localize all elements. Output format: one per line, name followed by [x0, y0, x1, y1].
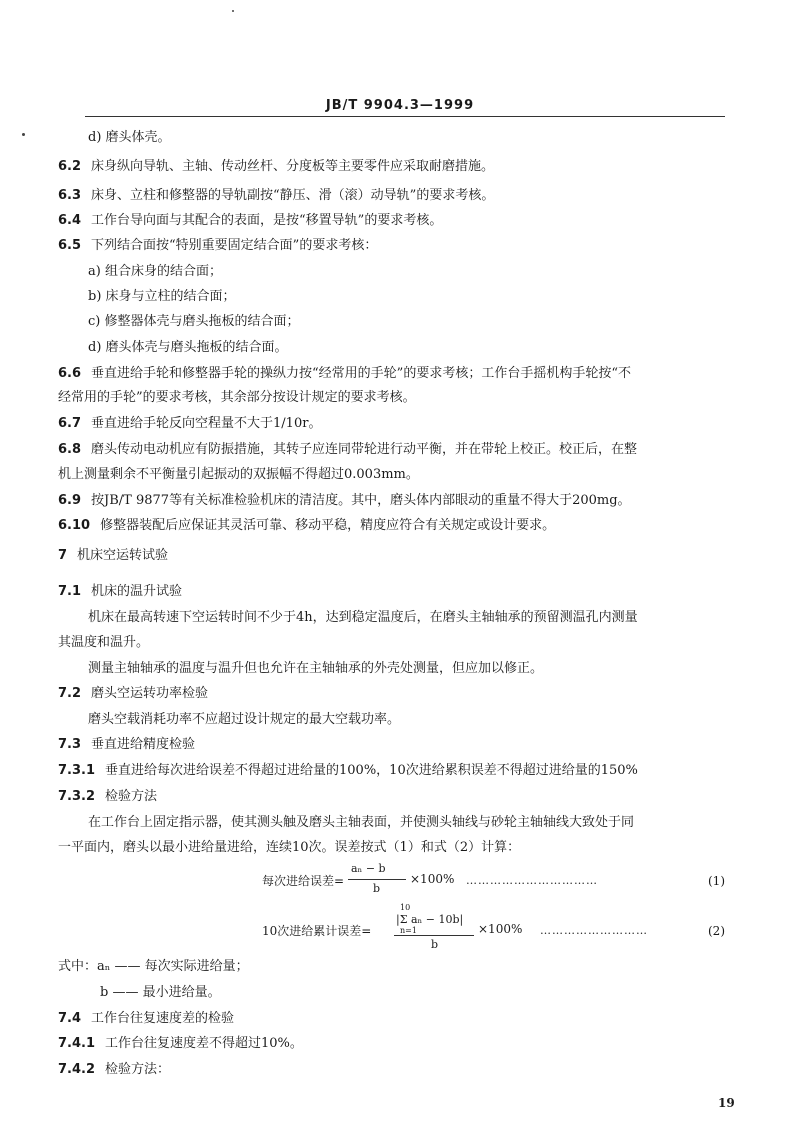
- section-heading-7: 7 机床空运转试验: [58, 548, 169, 563]
- clause-6-10: 6.10 修整器装配后应保证其灵活可靠、移动平稳，精度应符合有关规定或设计要求。: [58, 518, 556, 533]
- formula-numerator: |Σ aₙ − 10b|: [396, 913, 464, 926]
- scan-speck: [22, 133, 25, 136]
- formula-tag: (2): [708, 924, 725, 938]
- list-item-b: b) 床身与立柱的结合面；: [88, 289, 236, 304]
- list-item-d: d) 磨头体壳。: [88, 130, 171, 145]
- paragraph: 机床在最高转速下空运转时间不少于4h，达到稳定温度后，在磨头主轴轴承的预留测温孔内测量: [88, 610, 638, 625]
- clause-6-8-cont: 机上测量剩余不平衡量引起振动的双振幅不得超过0.003mm。: [58, 467, 419, 482]
- paragraph: 磨头空载消耗功率不应超过设计规定的最大空载功率。: [88, 712, 401, 727]
- clause-6-2: 6.2 床身纵向导轨、主轴、传动丝杆、分度板等主要零件应采取耐磨措施。: [58, 159, 495, 174]
- page-number: 19: [718, 1096, 735, 1110]
- clause-6-5: 6.5 下列结合面按“特别重要固定结合面”的要求考核：: [58, 238, 378, 253]
- standard-number: JB/T 9904.3—1999: [325, 98, 475, 113]
- scan-speck: [232, 10, 234, 12]
- clause-7-3-1: 7.3.1 垂直进给每次进给误差不得超过进给量的100%，10次进给累积误差不得超过进给量的150%: [58, 763, 638, 778]
- clause-6-6-cont: 经常用的手轮”的要求考核，其余部分按设计规定的要求考核。: [58, 390, 416, 405]
- formula-leader: ………………………: [540, 924, 648, 937]
- formula-label: 每次进给误差=: [262, 874, 345, 888]
- list-item-c: c) 修整器体壳与磨头拖板的结合面；: [88, 314, 300, 329]
- clause-6-3: 6.3 床身、立柱和修整器的导轨副按“静压、滑（滚）动导轨”的要求考核。: [58, 188, 495, 203]
- clause-7-1: 7.1 机床的温升试验: [58, 584, 183, 599]
- sum-upper-limit: 10: [400, 903, 411, 912]
- symbol-definition: b —— 最小进给量。: [100, 985, 221, 1000]
- formula-suffix: ×100%: [410, 872, 455, 886]
- paragraph: 在工作台上固定指示器，使其测头触及磨头主轴表面，并使测头轴线与砂轮主轴轴线大致处于同: [88, 815, 635, 830]
- clause-7-2: 7.2 磨头空运转功率检验: [58, 686, 209, 701]
- formula-tag: (1): [708, 874, 725, 888]
- clause-6-7: 6.7 垂直进给手轮反向空程量不大于1/10r。: [58, 416, 322, 431]
- paragraph: 测量主轴轴承的温度与温升但也允许在主轴轴承的外壳处测量，但应加以修正。: [88, 661, 544, 676]
- formula-suffix: ×100%: [478, 922, 523, 936]
- clause-7-4-1: 7.4.1 工作台往复速度差不得超过10%。: [58, 1036, 303, 1051]
- sum-lower-limit: n=1: [400, 926, 417, 935]
- clause-6-4: 6.4 工作台导向面与其配合的表面，是按“移置导轨”的要求考核。: [58, 213, 443, 228]
- clause-7-4-2: 7.4.2 检验方法：: [58, 1062, 171, 1077]
- paragraph-cont: 一平面内，磨头以最小进给量进给，连续10次。误差按式（1）和式（2）计算：: [58, 840, 521, 855]
- list-item-d: d) 磨头体壳与磨头拖板的结合面。: [88, 340, 288, 355]
- clause-6-8: 6.8 磨头传动电动机应有防振措施，其转子应连同带轮进行动平衡，并在带轮上校正。校正后，在整: [58, 442, 638, 457]
- fraction-bar: [348, 879, 406, 880]
- symbol-definition: 式中：aₙ —— 每次实际进给量；: [58, 959, 249, 974]
- formula-leader: ……………………………: [466, 874, 598, 887]
- clause-7-3: 7.3 垂直进给精度检验: [58, 737, 196, 752]
- formula-denominator: b: [373, 882, 381, 895]
- formula-denominator: b: [431, 938, 439, 951]
- clause-6-9: 6.9 按JB/T 9877等有关标准检验机床的清洁度。其中，磨头体内部眼动的重量不得大于200mg。: [58, 493, 631, 508]
- list-item-a: a) 组合床身的结合面；: [88, 264, 222, 279]
- clause-6-6: 6.6 垂直进给手轮和修整器手轮的操纵力按“经常用的手轮”的要求考核；工作台手摇机构手轮按“不: [58, 366, 631, 381]
- clause-7-4: 7.4 工作台往复速度差的检验: [58, 1011, 235, 1026]
- paragraph-cont: 其温度和温升。: [58, 635, 150, 650]
- header-rule: [85, 116, 725, 117]
- fraction-bar: [394, 935, 474, 936]
- clause-7-3-2: 7.3.2 检验方法: [58, 789, 158, 804]
- formula-label: 10次进给累计误差=: [262, 924, 372, 938]
- formula-numerator: aₙ − b: [351, 862, 386, 875]
